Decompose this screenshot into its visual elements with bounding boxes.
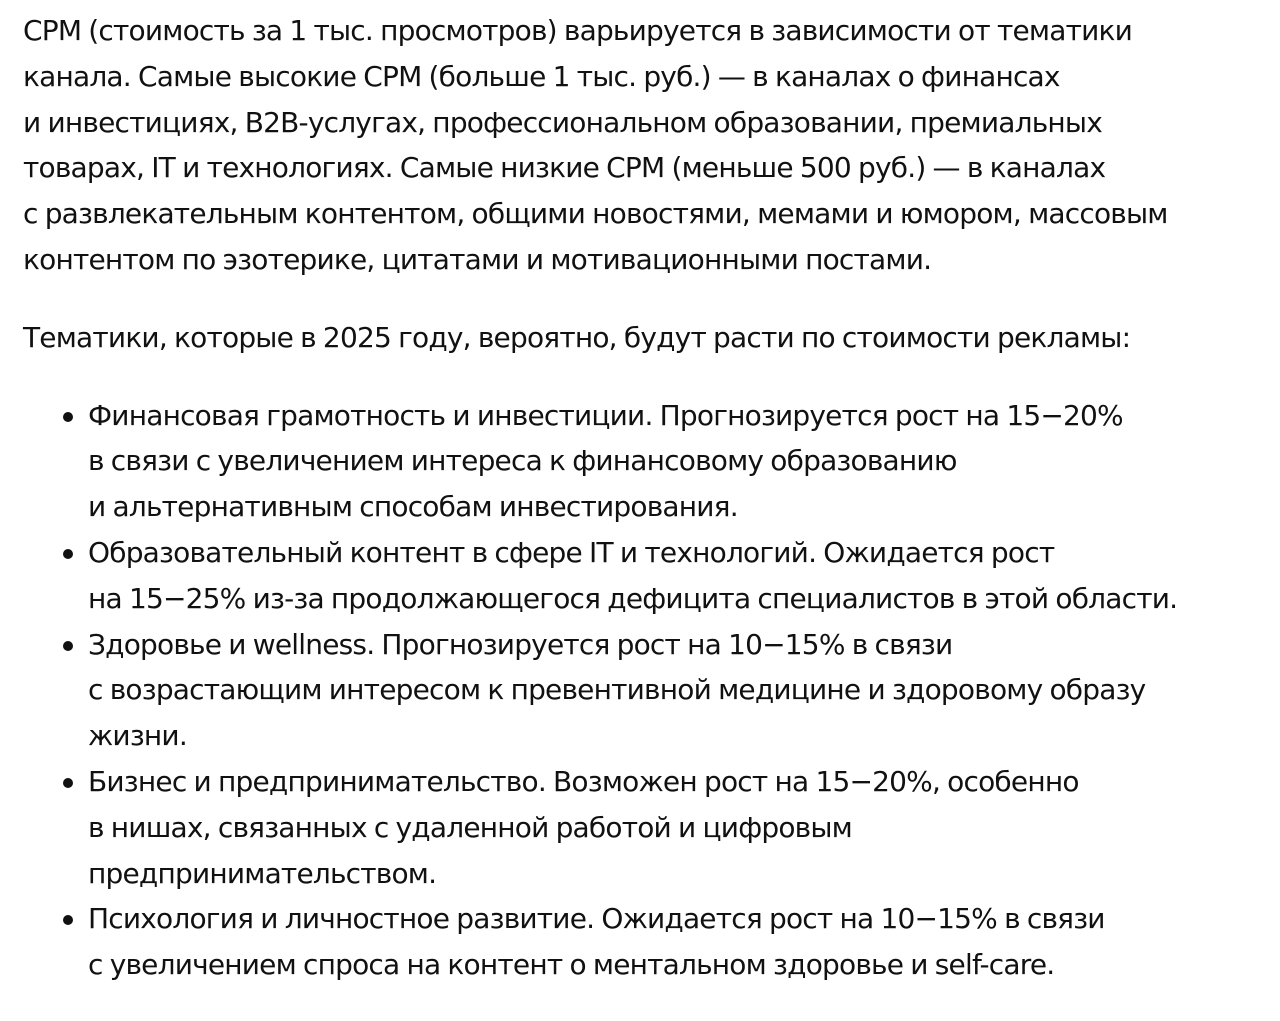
text-line: с увеличением спроса на контент о ментальном здоровье и self-care. xyxy=(88,948,1055,982)
text-line: CPM (стоимость за 1 тыс. просмотров) варьируется в зависимости от тематики xyxy=(23,14,1133,47)
list-item xyxy=(88,896,1243,988)
text-line: в нишах, связанных с удаленной работой и цифровым xyxy=(88,810,852,844)
list-item xyxy=(88,622,1243,759)
text-line: жизни. xyxy=(88,719,187,753)
text-line: Бизнес и предпринимательство. Возможен рост на 15−20%, особенно xyxy=(88,764,1079,798)
text-line: Психология и личностное развитие. Ожидается рост на 10−15% в связи xyxy=(88,902,1105,936)
text-line: предпринимательством. xyxy=(88,856,437,890)
text-line: контентом по эзотерике, цитатами и мотивационными постами. xyxy=(23,242,932,276)
text-line: на 15−25% из-за продолжающегося дефицита специалистов в этой области. xyxy=(88,581,1178,615)
text-line: Образовательный контент в сфере IT и технологий. Ожидается рост xyxy=(88,535,1055,569)
text-line: и альтернативным способам инвестирования. xyxy=(88,490,738,524)
text-line: канала. Самые высокие CPM (больше 1 тыс. руб.) — в каналах о финансах xyxy=(23,59,1060,93)
text-line: товарах, IT и технологиях. Самые низкие CPM (меньше 500 руб.) — в каналах xyxy=(23,151,1106,185)
list-item xyxy=(88,759,1243,896)
text-line: с возрастающим интересом к превентивной медицине и здоровому образу xyxy=(88,673,1146,707)
text-line: Здоровье и wellness. Прогнозируется рост на 10−15% в связи xyxy=(88,627,953,661)
list-item xyxy=(88,530,1243,622)
cpm-paragraph xyxy=(23,8,1243,283)
bullet-icon xyxy=(63,412,73,422)
text-line: в связи с увеличением интереса к финансовому образованию xyxy=(88,444,957,478)
text-line: и инвестициях, B2B-услугах, профессиональном образовании, премиальных xyxy=(23,105,1103,139)
article-body xyxy=(23,8,1243,988)
bullet-icon xyxy=(63,549,73,559)
text-line: Финансовая грамотность и инвестиции. Прогнозируется рост на 15−20% xyxy=(88,398,1123,432)
list-item xyxy=(88,393,1243,530)
text-line: с развлекательным контентом, общими новостями, мемами и юмором, массовым xyxy=(23,197,1168,231)
intro-paragraph xyxy=(23,315,1243,361)
bullet-icon xyxy=(63,915,73,925)
text-line: Тематики, которые в 2025 году, вероятно, будут расти по стоимости рекламы: xyxy=(23,320,1131,354)
growth-topics-list xyxy=(23,393,1243,988)
bullet-icon xyxy=(63,641,73,651)
bullet-icon xyxy=(63,778,73,788)
